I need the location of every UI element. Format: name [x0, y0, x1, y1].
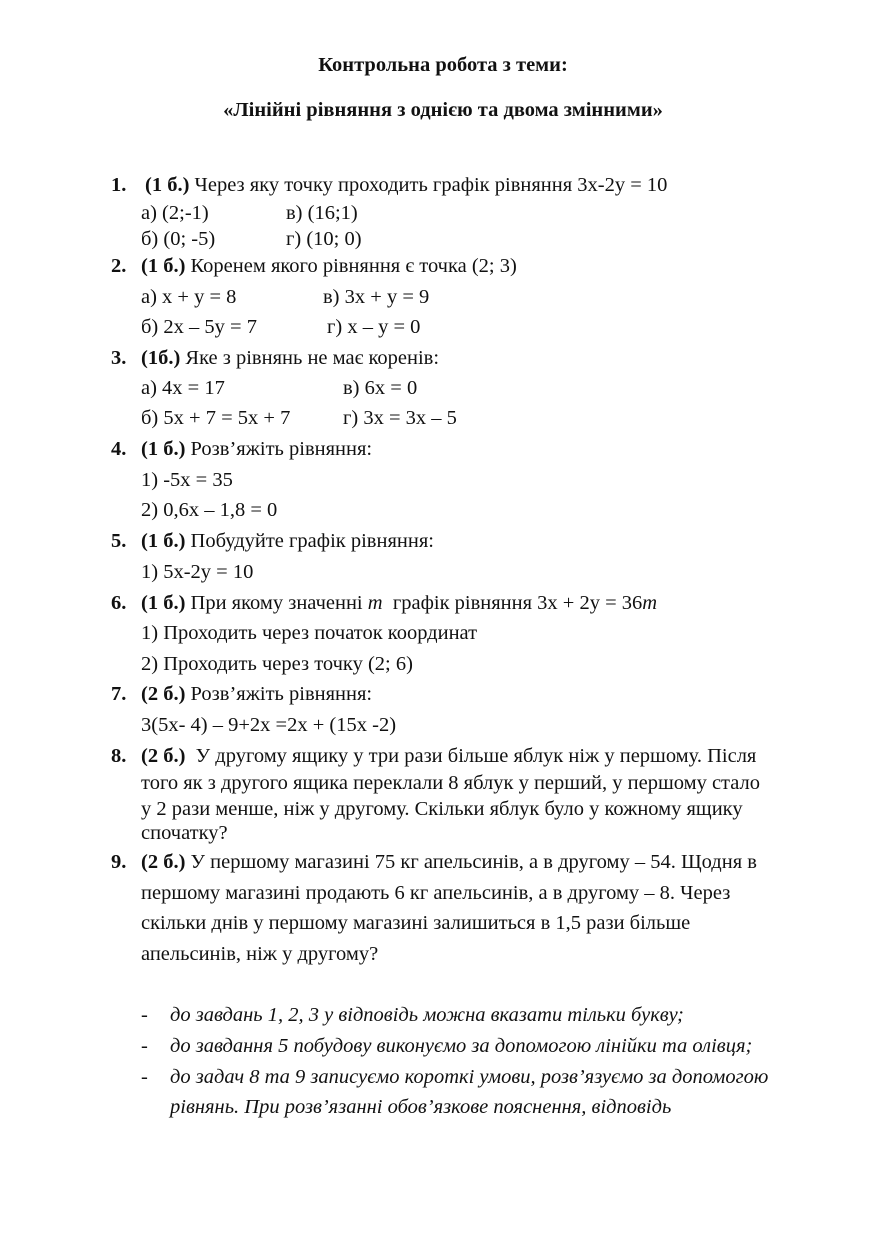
task-question	[141, 438, 372, 461]
task-question	[141, 851, 757, 874]
task-text: У першому магазині 75 кг апельсинів, а в другому – 54. Щодня в	[190, 851, 757, 873]
note-item: до завдань 1, 2, 3 у відповідь можна вказати тільки букву;	[170, 1004, 684, 1026]
task-text-line: скільки днів у першому магазині залишиться в 1,5 рази більше	[141, 912, 691, 934]
task-text-line: апельсинів, ніж у другому?	[141, 943, 379, 965]
answer-option: а) (2;-1)	[141, 202, 209, 224]
variable-m: m	[367, 592, 383, 614]
task-text: Яке з рівнянь не має коренів:	[185, 347, 440, 369]
task-item: 1) Проходить через початок координат	[141, 622, 478, 644]
task-text: При якому значенні	[190, 592, 363, 614]
task-points: (1 б.)	[141, 530, 186, 552]
task-points: (1 б.)	[145, 174, 190, 196]
task-question	[141, 530, 434, 553]
task-points: (2 б.)	[141, 683, 186, 705]
task-points: (1б.)	[141, 347, 181, 369]
task-number: 1.	[111, 174, 127, 196]
task-text-line: першому магазині продають 6 кг апельсинів, а в другому – 8. Через	[141, 882, 731, 904]
bullet-dash: -	[141, 1004, 148, 1026]
task-text-line: у 2 рази менше, ніж у другому. Скільки яблук було у кожному ящику	[141, 798, 743, 820]
task-points: (2 б.)	[141, 745, 186, 767]
task-text-line: спочатку?	[141, 822, 228, 844]
bullet-dash: -	[141, 1035, 148, 1057]
task-item: 1) -5х = 35	[141, 469, 233, 491]
task-number: 2.	[111, 255, 127, 277]
task-item: 3(5х- 4) – 9+2х =2х + (15х -2)	[141, 714, 397, 736]
task-text: графік рівняння 3х + 2у = 36	[392, 592, 643, 614]
note-continuation: рівнянь. При розв’язанні обов’язкове пояснення, відповідь	[170, 1096, 672, 1118]
task-number: 4.	[111, 438, 127, 460]
task-question	[141, 592, 657, 615]
answer-option: в) 3х + у = 9	[323, 286, 430, 308]
task-item: 1) 5х-2у = 10	[141, 561, 254, 583]
task-points: (1 б.)	[141, 592, 186, 614]
answer-option: г) (10; 0)	[286, 228, 362, 250]
task-item: 2) Проходить через точку (2; 6)	[141, 653, 413, 675]
task-number: 6.	[111, 592, 127, 614]
answer-option: а) 4х = 17	[141, 377, 225, 399]
answer-option: б) 2х – 5у = 7	[141, 316, 257, 338]
task-item: 2) 0,6х – 1,8 = 0	[141, 499, 278, 521]
task-number: 3.	[111, 347, 127, 369]
document-subtitle: «Лінійні рівняння з однією та двома змінними»	[223, 99, 663, 121]
answer-option: а) х + у = 8	[141, 286, 237, 308]
task-question	[145, 174, 667, 197]
task-question	[141, 745, 756, 768]
note-item: до завдання 5 побудову виконуємо за допомогою лінійки та олівця;	[170, 1035, 753, 1057]
answer-option: б) 5х + 7 = 5х + 7	[141, 407, 291, 429]
task-question	[141, 255, 517, 278]
task-number: 7.	[111, 683, 127, 705]
task-text: Через яку точку проходить графік рівняння 3х-2у = 10	[194, 174, 668, 196]
task-points: (2 б.)	[141, 851, 186, 873]
task-text-line: того як з другого ящика переклали 8 яблук у перший, у першому стало	[141, 772, 761, 794]
task-question	[141, 347, 439, 370]
bullet-dash: -	[141, 1066, 148, 1088]
task-text: Коренем якого рівняння є точка (2; 3)	[190, 255, 517, 277]
variable-m: m	[642, 592, 658, 614]
answer-option: б) (0; -5)	[141, 228, 216, 250]
task-points: (1 б.)	[141, 255, 186, 277]
answer-option: г) х – у = 0	[327, 316, 421, 338]
task-number: 5.	[111, 530, 127, 552]
note-item: до задач 8 та 9 записуємо короткі умови, розв’язуємо за допомогою	[170, 1066, 769, 1088]
task-text: Побудуйте графік рівняння:	[190, 530, 434, 552]
task-number: 8.	[111, 745, 127, 767]
answer-option: в) (16;1)	[286, 202, 358, 224]
document-title: Контрольна робота з теми:	[318, 54, 568, 76]
task-text: У другому ящику у три рази більше яблук ніж у першому. Після	[195, 745, 757, 767]
task-question	[141, 683, 372, 706]
task-text: Розв’яжіть рівняння:	[190, 438, 373, 460]
task-number: 9.	[111, 851, 127, 873]
task-text: Розв’яжіть рівняння:	[190, 683, 373, 705]
answer-option: г) 3х = 3х – 5	[343, 407, 457, 429]
task-points: (1 б.)	[141, 438, 186, 460]
answer-option: в) 6х = 0	[343, 377, 418, 399]
